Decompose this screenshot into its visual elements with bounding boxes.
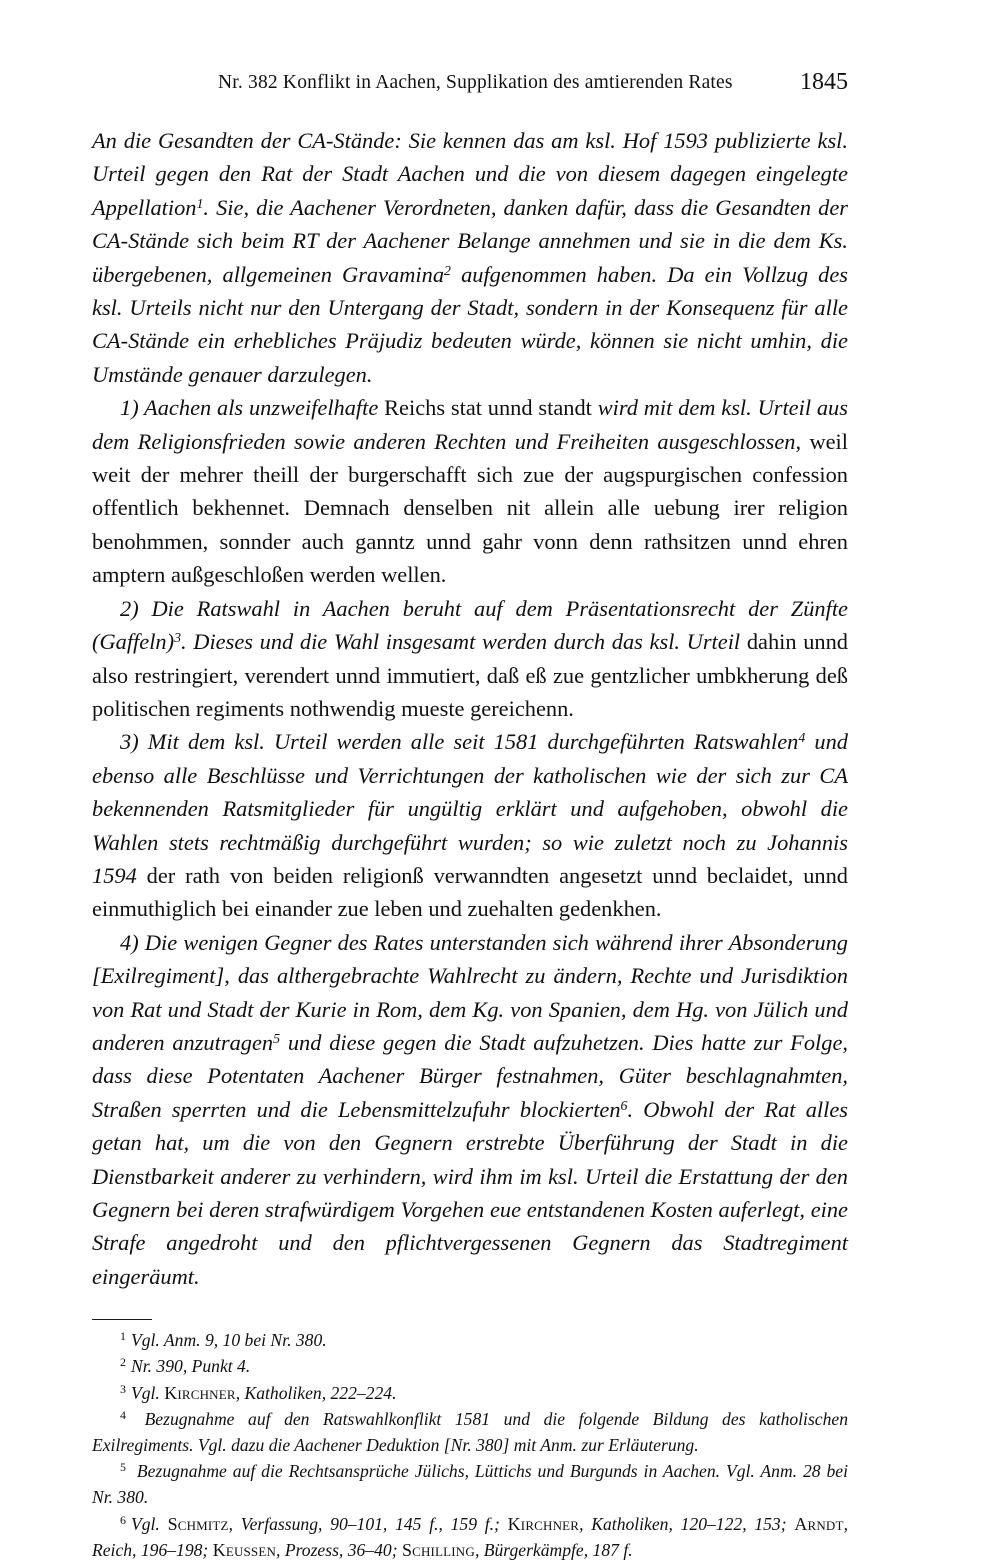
paragraph-intro [92, 124, 848, 391]
editorial-summary: Bezugnahme auf die Rechtsansprüche Jülichs, Lüttichs und Burgunds in Aachen. Vgl. Anm. 28 bei Nr. 380. [92, 1461, 848, 1508]
editorial-summary: Vgl. [131, 1382, 165, 1403]
editorial-summary: , Reich, 196–198; [92, 1513, 848, 1560]
paragraph-point-4 [92, 926, 848, 1293]
footnote-number: 2 [120, 1355, 126, 1370]
author-name: Schmitz [167, 1513, 229, 1534]
editorial-summary: aufgenommen haben. Da ein Vollzug des ksl. Urteils nicht nur den Untergang der Stadt, sondern in der Konsequenz für alle CA-Stände ein erhebliches Präjudiz bedeuten würde, können sie nicht umhin, die Umstände genauer darzulegen. [92, 261, 848, 387]
running-head [92, 69, 848, 118]
footnote-4 [92, 1406, 848, 1458]
footnote-number: 6 [120, 1512, 126, 1527]
editorial-summary: , Verfassung, 90–101, 145 f., 159 f.; [228, 1513, 508, 1534]
editorial-summary: und ebenso alle Beschlüsse und Verrichtungen der katholischen wie der sich zur CA bekennenden Ratsmitglieder für ungültig erklärt und aufgehoben, obwohl die Wahlen stets rechtmäßig durchgeführt wurden; so wie zuletzt noch zu Johannis 1594 [92, 729, 848, 888]
author-name: Schilling [401, 1539, 475, 1560]
footnote-6 [92, 1511, 848, 1563]
editorial-summary: , Prozess, 36–40; [276, 1539, 402, 1560]
source-quotation: dahin unnd also restringiert, verendert unnd immutiert, daß eß zue gentzlicher umbkherung deß politischen regiments nothwendig mueste gereichenn. [92, 629, 848, 721]
running-head-title: Nr. 382 Konflikt in Aachen, Supplikation des amtierenden Rates [218, 72, 733, 93]
editorial-summary: , Katholiken, 120–122, 153; [579, 1513, 795, 1534]
footnote-number: 1 [120, 1329, 126, 1344]
editorial-summary: . Dieses und die Wahl insgesamt werden durch das ksl. Urteil [181, 629, 747, 655]
author-name: Kirchner [164, 1382, 236, 1403]
footnote-marker: 2 [444, 263, 451, 279]
footnote-5 [92, 1458, 848, 1510]
page-content [92, 0, 848, 1563]
source-quotation: der rath von beiden religionß verwanndten angesetzt unnd beclaidet, unnd einmuthiglich bei einander zue leben und zuehalten gedenkhen. [92, 862, 848, 922]
footnotes-section [92, 1319, 848, 1563]
footnote-marker: 4 [798, 731, 806, 747]
footnote-marker: 1 [196, 196, 204, 212]
footnote-list [92, 1327, 848, 1563]
editorial-summary: . Sie, die Aachener Verordneten, danken dafür, dass die Gesandten der CA-Stände sich beim RT der Aachener Belange annehmen und sie in die dem Ks. übergebenen, allgemeinen Gravamina [92, 194, 848, 287]
editorial-summary: Nr. 390, Punkt 4. [131, 1356, 251, 1377]
body-text [92, 124, 848, 1293]
author-name: Kirchner [507, 1513, 580, 1534]
editorial-summary: , Bürgerkämpfe, 187 f. [474, 1539, 633, 1560]
editorial-summary: Vgl. Anm. 9, 10 bei Nr. 380. [131, 1330, 327, 1351]
editorial-summary: Bezugnahme auf den Ratswahlkonflikt 1581 und die folgende Bildung des katholischen Exilregiments. Vgl. dazu die Aachener Deduktion [Nr. 380] mit Anm. zur Erläuterung. [92, 1408, 848, 1456]
author-name: Keussen [212, 1539, 277, 1560]
editorial-summary: 2) Die Ratswahl in Aachen beruht auf dem Präsentationsrecht der Zünfte (Gaffeln) [92, 595, 848, 655]
paragraph-point-3 [92, 725, 848, 925]
author-name: Arndt [794, 1513, 844, 1534]
editorial-summary: Vgl. [131, 1513, 168, 1534]
editorial-summary: An die Gesandten der CA-Stände: Sie kennen das am ksl. Hof 1593 publizierte ksl. Urteil gegen den Rat der Stadt Aachen und die von diesem dagegen eingelegte Appellation [92, 128, 848, 220]
footnote-number: 3 [120, 1381, 126, 1396]
source-quotation: Reichs stat unnd standt [384, 395, 598, 421]
paragraph-point-2 [92, 592, 848, 726]
editorial-summary: . Obwohl der Rat alles getan hat, um die von den Gegnern erstrebte Überführung der Stadt in die Dienstbarkeit anderer zu verhindern, wird ihm im ksl. Urteil die Erstattung der den Gegnern bei deren strafwürdigem Vorgehen eue entstandenen Kosten auferlegt, eine Strafe angedroht und den pflichtvergessenen Gegnern das Stadtregiment eingeräumt. [92, 1096, 848, 1289]
footnote-separator-rule [92, 1319, 152, 1320]
footnote-1 [92, 1327, 848, 1353]
paragraph-point-1 [92, 391, 848, 591]
footnote-number: 5 [120, 1460, 126, 1475]
editorial-summary: 1) Aachen als unzweifelhafte [120, 395, 385, 421]
footnote-3 [92, 1380, 848, 1406]
footnote-marker: 3 [174, 630, 182, 646]
editorial-summary: und diese gegen die Stadt aufzuhetzen. Dies hatte zur Folge, dass diese Potentaten Aachener Bürger festnahmen, Güter beschlagnahmten, Straßen sperrten und die Lebensmittelzufuhr blockierten [92, 1029, 848, 1122]
footnote-2 [92, 1353, 848, 1379]
page-number: 1845 [800, 69, 848, 95]
editorial-summary: , Katholiken, 222–224. [235, 1382, 397, 1403]
footnote-number: 4 [120, 1407, 126, 1422]
source-quotation: weil weit der mehrer theill der burgerschafft sich zue der augspurgischen confession offentlich bekhennet. Demnach denselben nit allein alle uebung irer religion benohmmen, sonnder auch ganntz unnd gahr vonn denn rathsitzen unnd ehren amptern außgeschloßen werden wellen. [92, 428, 848, 588]
editorial-summary: 4) Die wenigen Gegner des Rates unterstanden sich während ihrer Absonderung [Exilregiment], das althergebrachte Wahlrecht zu ändern, Rechte und Jurisdiktion von Rat und Stadt der Kurie in Rom, dem Kg. von Spanien, dem Hg. von Jülich und anderen anzutragen [92, 929, 848, 1055]
footnote-marker: 5 [273, 1031, 281, 1047]
editorial-summary: 3) Mit dem ksl. Urteil werden alle seit 1581 durchgeführten Ratswahlen [120, 729, 799, 755]
editorial-summary: wird mit dem ksl. Urteil aus dem Religionsfrieden sowie anderen Rechten und Freiheiten ausgeschlossen, [92, 395, 848, 454]
footnote-marker: 6 [620, 1098, 628, 1114]
